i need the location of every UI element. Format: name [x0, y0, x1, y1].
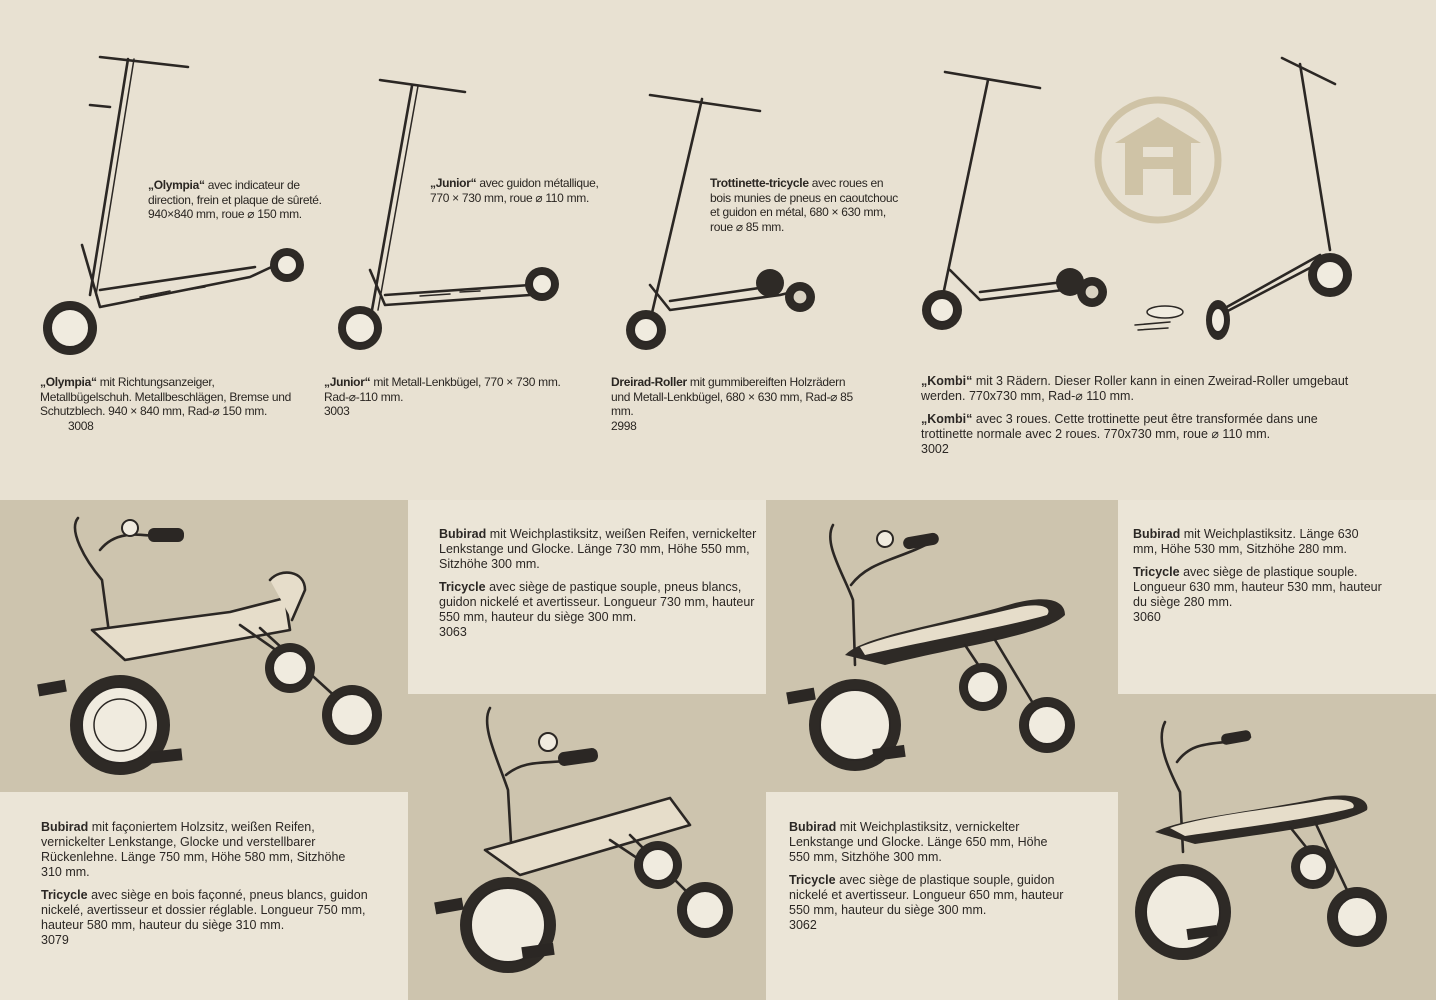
- tricycle-3063-de-text: mit Weichplastiksitz, weißen Reifen, vernickelter Lenkstange und Glocke. Länge 730 mm, Höhe 550 mm, Sitzhöhe 300 mm.: [439, 527, 757, 571]
- tricycle-3060-fr-text: avec siège de plastique souple. Longueur 630 mm, hauteur 530 mm, hauteur du siège 280 mm.: [1133, 565, 1382, 609]
- tricycle-3063-caption: [439, 527, 765, 640]
- tricycle-3062-fr-paragraph: [789, 873, 1069, 918]
- tricycle-3063-fr-paragraph: [439, 580, 765, 625]
- tricycle-3063-illustration: [430, 700, 750, 990]
- olympia-de-caption: [40, 375, 292, 433]
- tricycle-3060-number: 3060: [1133, 610, 1161, 624]
- tricycle-3062-number: 3062: [789, 918, 817, 932]
- olympia-number: 3008: [68, 418, 94, 433]
- tricycle-3079-caption: [41, 820, 369, 948]
- junior-fr-name: „Junior“: [430, 176, 477, 190]
- tricycle-3063-fr-text: avec siège de pastique souple, pneus blancs, guidon nickelé et avertisseur. Longueur 730 mm, hauteur 550 mm, hauteur du siège 300 mm.: [439, 580, 755, 624]
- tricycle-3079-de-text: mit façoniertem Holzsitz, weißen Reifen, vernickelter Lenkstange, Glocke und verstellbarer Rückenlehne. Länge 750 mm, Höhe 580 mm, Sitzhöhe 310 mm.: [41, 820, 346, 879]
- tricycle-3063-fr-name: Tricycle: [439, 580, 486, 594]
- junior-fr-text: avec guidon métallique, 770 × 730 mm, roue ⌀ 110 mm.: [430, 176, 599, 205]
- tricycle-3062-illustration: [1125, 712, 1425, 992]
- tricycle-3062-caption: [789, 820, 1069, 933]
- olympia-de-text: mit Richtungsanzeiger, Metallbügelschuh. Metallbeschlägen, Bremse und Schutzblech. 940 × 840 mm, Rad-⌀ 150 mm.: [40, 375, 292, 418]
- junior-de-text: mit Metall-Lenkbügel, 770 × 730 mm. Rad-⌀-110 mm.: [324, 375, 561, 404]
- kombi-de-paragraph: [921, 374, 1361, 404]
- tricycle-3079-illustration: [30, 510, 400, 780]
- tricycle-3063-number: 3063: [439, 625, 467, 639]
- tricycle-3060-caption: [1133, 527, 1385, 625]
- tricycle-3060-de-name: Bubirad: [1133, 527, 1181, 541]
- tricycle-3060-fr-paragraph: [1133, 565, 1385, 610]
- tricycle-scooter-fr-text: avec roues en bois munies de pneus en caoutchouc et guidon en métal, 680 × 630 mm, roue ⌀ 85 mm.: [710, 176, 898, 234]
- kombi-3-wheel-illustration: [920, 60, 1120, 335]
- tricycle-3079-de-paragraph: [41, 820, 369, 880]
- tricycle-3060-de-paragraph: [1133, 527, 1385, 557]
- tricycle-3062-fr-text: avec siège de plastique souple, guidon nickelé et avertisseur. Longueur 650 mm, hauteur 550 mm, hauteur du siège 300 mm.: [789, 873, 1064, 917]
- tricycle-scooter-number: 2998: [611, 418, 637, 433]
- kombi-de-name: „Kombi“: [921, 374, 973, 388]
- tricycle-3079-number: 3079: [41, 933, 69, 947]
- kombi-fr-text: avec 3 roues. Cette trottinette peut être transformée dans une trottinette normale avec 2 roues. 770x730 mm, roue ⌀ 110 mm.: [921, 412, 1318, 441]
- kombi-2-wheel-illustration: [1130, 50, 1360, 340]
- tricycle-scooter-fr-caption: [710, 176, 900, 234]
- tricycle-3060-illustration: [785, 515, 1115, 785]
- kombi-number: 3002: [921, 442, 949, 456]
- tricycle-3079-de-name: Bubirad: [41, 820, 89, 834]
- junior-fr-caption: [430, 176, 620, 205]
- tricycle-3062-de-text: mit Weichplastiksitz, vernickelter Lenkstange und Glocke. Länge 650 mm, Höhe 550 mm, Sitzhöhe 300 mm.: [789, 820, 1048, 864]
- olympia-fr-caption: [148, 178, 338, 222]
- kombi-fr-name: „Kombi“: [921, 412, 973, 426]
- olympia-fr-text: avec indicateur de direction, frein et plaque de sûreté. 940×840 mm, roue ⌀ 150 mm.: [148, 178, 322, 221]
- kombi-caption: [921, 374, 1361, 457]
- tricycle-3062-de-name: Bubirad: [789, 820, 837, 834]
- tricycle-scooter-de-caption: [611, 375, 863, 433]
- olympia-fr-name: „Olympia“: [148, 178, 205, 192]
- tricycle-3060-fr-name: Tricycle: [1133, 565, 1180, 579]
- tricycle-scooter-de-name: Dreirad-Roller: [611, 375, 687, 389]
- tricycle-scooter-de-text: mit gummibereiften Holzrädern und Metall-Lenkbügel, 680 × 630 mm, Rad-⌀ 85 mm.: [611, 375, 853, 418]
- junior-de-name: „Junior“: [324, 375, 371, 389]
- tricycle-3079-fr-paragraph: [41, 888, 369, 933]
- junior-number: 3003: [324, 404, 350, 418]
- junior-de-caption: [324, 375, 576, 419]
- tricycle-scooter-fr-name: Trottinette-tricycle: [710, 176, 809, 190]
- kombi-de-text: mit 3 Rädern. Dieser Roller kann in einen Zweirad-Roller umgebaut werden. 770x730 mm, Rad-⌀ 110 mm.: [921, 374, 1349, 403]
- olympia-de-name: „Olympia“: [40, 375, 97, 389]
- tricycle-3060-de-text: mit Weichplastiksitz. Länge 630 mm, Höhe 530 mm, Sitzhöhe 280 mm.: [1133, 527, 1359, 556]
- tricycle-3063-de-paragraph: [439, 527, 765, 572]
- junior-scooter-illustration: [330, 70, 570, 355]
- kombi-fr-paragraph: [921, 412, 1361, 442]
- tricycle-3079-fr-name: Tricycle: [41, 888, 88, 902]
- tricycle-3063-de-name: Bubirad: [439, 527, 487, 541]
- tricycle-3062-fr-name: Tricycle: [789, 873, 836, 887]
- tricycle-3079-fr-text: avec siège en bois façonné, pneus blancs, guidon nickelé, avertisseur et dossier réglable. Longueur 750 mm, hauteur 580 mm, hauteur du siège 310 mm.: [41, 888, 368, 932]
- tricycle-3062-de-paragraph: [789, 820, 1069, 865]
